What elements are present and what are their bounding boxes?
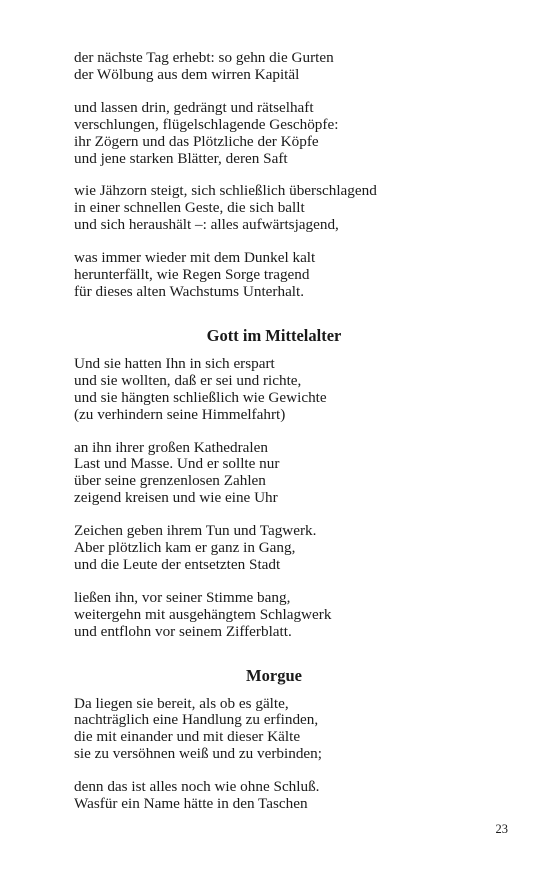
stanza xyxy=(74,250,474,301)
verse-line: herunterfällt, wie Regen Sorge tragend xyxy=(74,266,310,284)
verse-line: für dieses alten Wachstums Unterhalt. xyxy=(74,282,305,300)
poem-title: Gott im Mittelalter xyxy=(206,325,342,345)
verse-line: sie zu versöhnen weiß und zu verbinden; xyxy=(74,745,322,763)
page-content xyxy=(74,50,474,829)
stanza xyxy=(74,50,474,84)
stanza xyxy=(74,696,474,764)
poem-morgue xyxy=(74,666,474,813)
verse-line: und entflohn vor seinem Zifferblatt. xyxy=(74,622,292,640)
verse-line: nachträglich eine Handlung zu erfinden, xyxy=(74,711,319,729)
verse-line: und lassen drin, gedrängt und rätselhaft xyxy=(74,98,314,116)
verse-line: Last und Masse. Und er sollte nur xyxy=(74,455,280,473)
verse-line: und die Leute der entsetzten Stadt xyxy=(74,555,281,573)
stanza xyxy=(74,440,474,508)
verse-line: wie Jähzorn steigt, sich schließlich überschlagend xyxy=(74,182,377,200)
verse-line: und sich heraushält –: alles aufwärtsjagend, xyxy=(74,216,339,234)
verse-line: ihr Zögern und das Plötzliche der Köpfe xyxy=(74,132,319,150)
verse-line: denn das ist alles noch wie ohne Schluß. xyxy=(74,778,320,796)
poem-gott-im-mittelalter xyxy=(74,326,474,641)
verse-line: ließen ihn, vor seiner Stimme bang, xyxy=(74,588,291,606)
verse-line: Da liegen sie bereit, als ob es gälte, xyxy=(74,694,289,712)
stanza xyxy=(74,100,474,168)
verse-line: und sie wollten, daß er sei und richte, xyxy=(74,371,302,389)
stanza xyxy=(74,523,474,574)
verse-line: verschlungen, flügelschlagende Geschöpfe: xyxy=(74,115,339,133)
verse-line: der nächste Tag erhebt: so gehn die Gurten xyxy=(74,49,334,66)
verse-line: (zu verhindern seine Himmelfahrt) xyxy=(74,405,286,423)
verse-line: weitergehn mit ausgehängtem Schlagwerk xyxy=(74,605,332,623)
stanza xyxy=(74,183,474,234)
verse-line: und sie hängten schließlich wie Gewichte xyxy=(74,388,327,406)
verse-line: über seine grenzenlosen Zahlen xyxy=(74,472,266,490)
verse-line: Und sie hatten Ihn in sich erspart xyxy=(74,354,275,372)
page-number: 23 xyxy=(495,822,508,836)
stanza xyxy=(74,356,474,424)
verse-line: und jene starken Blätter, deren Saft xyxy=(74,149,288,167)
verse-line: zeigend kreisen und wie eine Uhr xyxy=(74,489,278,507)
poem-continuation xyxy=(74,50,474,301)
verse-line: an ihn ihrer großen Kathedralen xyxy=(74,438,268,456)
verse-line: Zeichen geben ihrem Tun und Tagwerk. xyxy=(74,522,317,540)
stanza xyxy=(74,779,474,813)
verse-line: in einer schnellen Geste, die sich ballt xyxy=(74,199,305,217)
verse-line: die mit einander und mit dieser Kälte xyxy=(74,728,301,746)
poem-title: Morgue xyxy=(246,665,302,685)
verse-line: Aber plötzlich kam er ganz in Gang, xyxy=(74,539,296,557)
verse-line: was immer wieder mit dem Dunkel kalt xyxy=(74,249,316,267)
verse-line: der Wölbung aus dem wirren Kapitäl xyxy=(74,65,300,83)
verse-line: Wasfür ein Name hätte in den Taschen xyxy=(74,795,308,813)
stanza xyxy=(74,590,474,641)
